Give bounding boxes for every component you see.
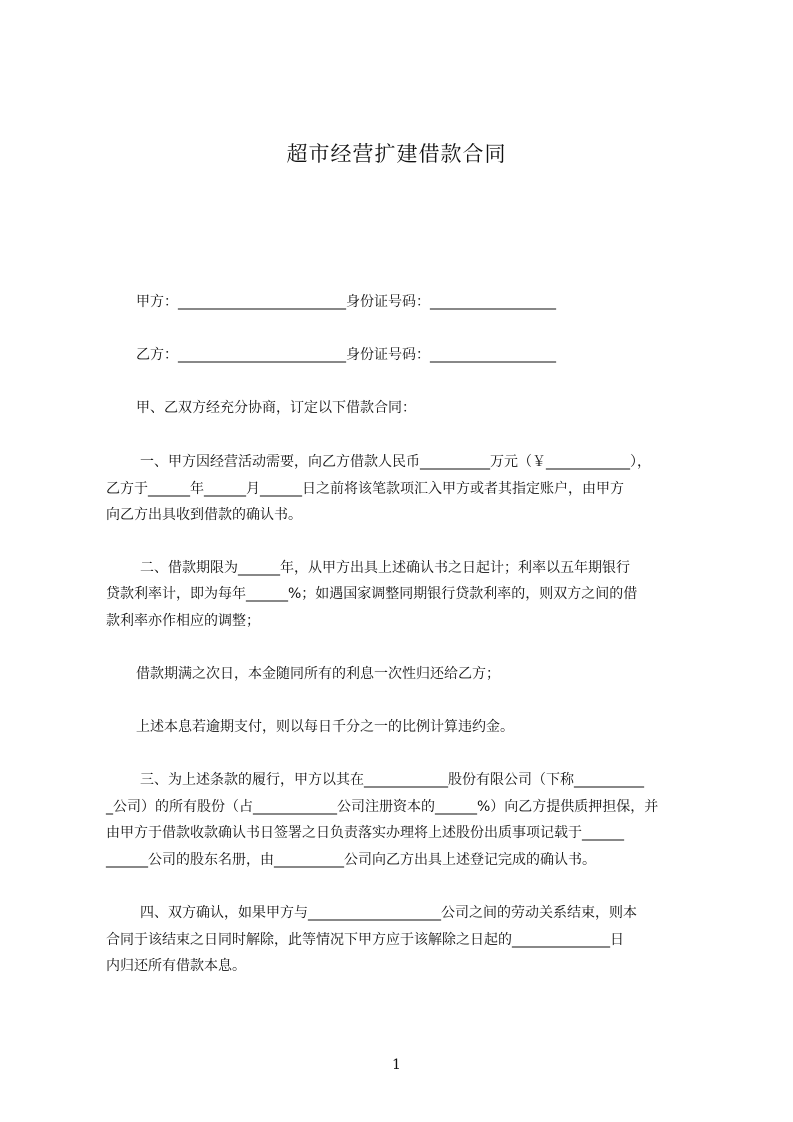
- clause2-line-2: 贷款利率计，即为每年______%；如遇国家调整同期银行贷款利率的，则双方之间的借: [106, 586, 638, 602]
- clause1-line-2: 乙方于______年______月______日之前将该笔款项汇入甲方或者其指定账户，由甲方: [106, 481, 624, 497]
- page-number: 1: [392, 1057, 401, 1073]
- clause1-line-1: 一、甲方因经营活动需要，向乙方借款人民币__________万元（￥____________），: [140, 454, 651, 470]
- maturity-line: 借款期满之次日，本金随同所有的利息一次性归还给乙方；: [136, 666, 500, 682]
- clause1-line-3: 向乙方出具收到借款的确认书。: [106, 507, 302, 523]
- party-b-line: 乙方：________________________身份证号码：__________________: [136, 347, 556, 363]
- party-a-line: 甲方：________________________身份证号码：__________________: [136, 294, 556, 310]
- intro-line: 甲、乙双方经充分协商，订定以下借款合同：: [136, 400, 416, 416]
- clause2-line-1: 二、借款期限为______年，从甲方出具上述确认书之日起计；利率以五年期银行: [140, 560, 630, 576]
- clause4-line-3: 内归还所有借款本息。: [106, 958, 246, 974]
- clause3-line-1: 三、为上述条款的履行，甲方以其在____________股份有限公司（下称__________: [140, 772, 644, 788]
- penalty-line: 上述本息若逾期支付，则以每日千分之一的比例计算违约金。: [136, 719, 514, 735]
- clause4-line-2: 合同于该结束之日同时解除，此等情况下甲方应于该解除之日起的______________日: [106, 932, 624, 948]
- clause4-line-1: 四、双方确认，如果甲方与___________________公司之间的劳动关系结束，则本: [140, 905, 637, 921]
- clause3-line-4: ______公司的股东名册，由__________公司向乙方出具上述登记完成的确认书。: [106, 852, 596, 868]
- clause3-line-3: 由甲方于借款收款确认书日签署之日负责落实办理将上述股份出质事项记载于______: [106, 825, 624, 841]
- clause2-line-3: 款利率亦作相应的调整；: [106, 613, 260, 629]
- document-title: 超市经营扩建借款合同: [286, 142, 507, 166]
- clause3-line-2: _公司）的所有股份（占____________公司注册资本的______%）向乙方提供质押担保，并: [106, 799, 659, 815]
